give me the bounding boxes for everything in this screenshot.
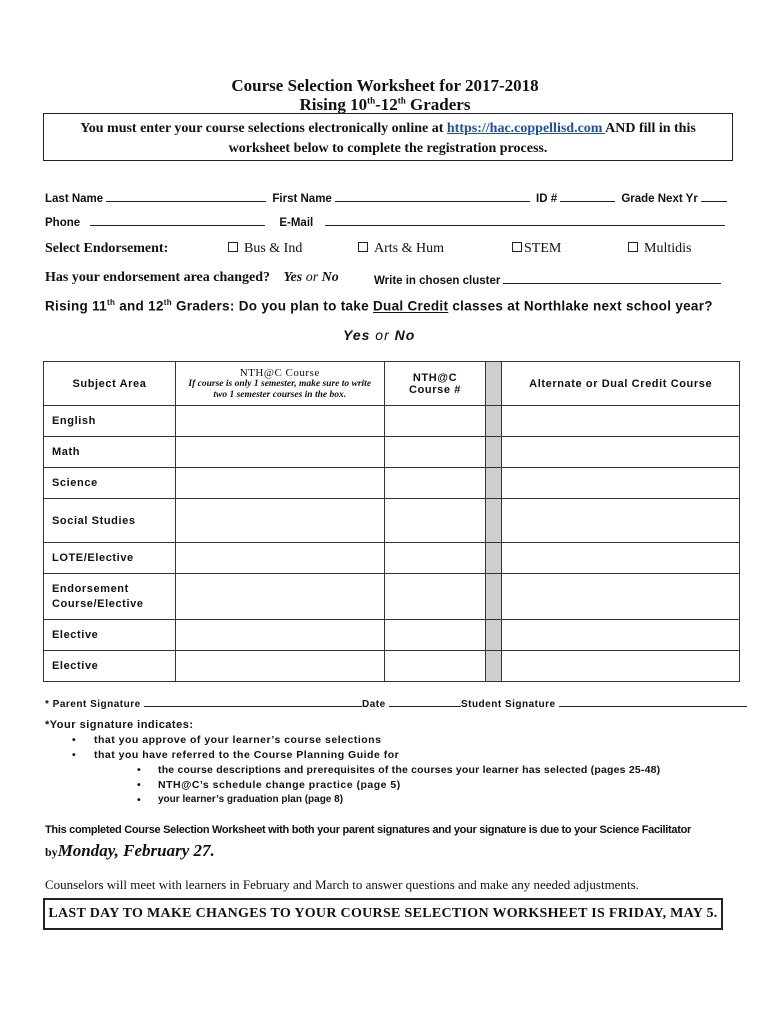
- grade-field[interactable]: [701, 190, 727, 202]
- course-cell[interactable]: [175, 543, 384, 574]
- table-row: [44, 543, 740, 574]
- endorsement-changed-question: Has your endorsement area changed?: [45, 270, 271, 285]
- alternate-cell[interactable]: [502, 543, 740, 574]
- row-label-lote-elective: LOTE/Elective: [44, 543, 176, 574]
- student-signature-label: Student Signature: [460, 699, 556, 710]
- row-label-science: Science: [44, 468, 176, 499]
- header-alternate: Alternate or Dual Credit Course: [502, 362, 740, 406]
- dual-credit-question: Rising 11th and 12th Graders: Do you plan to take Dual Credit classes at Northlake next school year?: [45, 298, 713, 314]
- course-number-cell[interactable]: [384, 499, 486, 543]
- first-name-field[interactable]: [335, 190, 530, 202]
- endorsement-label: Select Endorsement:: [45, 241, 169, 256]
- due-statement: This completed Course Selection Worksheet with both your parent signatures and your signature is due to your Science Facilitator: [45, 824, 691, 836]
- alternate-cell[interactable]: [502, 499, 740, 543]
- last-name-field[interactable]: [106, 190, 266, 202]
- indicates-title: *Your signature indicates:: [45, 719, 194, 731]
- row-label-elective: Elective: [44, 620, 176, 651]
- phone-label: Phone: [45, 217, 81, 229]
- course-cell[interactable]: [175, 437, 384, 468]
- hac-link[interactable]: https://hac.coppellisd.com: [446, 121, 606, 136]
- alternate-cell[interactable]: [502, 574, 740, 620]
- course-table: [43, 361, 740, 682]
- email-field[interactable]: [325, 214, 725, 226]
- course-cell[interactable]: [175, 406, 384, 437]
- write-in-row: Write in chosen cluster: [374, 272, 724, 287]
- id-label: ID #: [536, 193, 558, 205]
- alternate-cell[interactable]: [502, 620, 740, 651]
- yes-option[interactable]: Yes: [283, 270, 303, 285]
- last-day-box: LAST DAY TO MAKE CHANGES TO YOUR COURSE SELECTION WORKSHEET IS FRIDAY, MAY 5.: [43, 898, 723, 930]
- checkbox-icon[interactable]: [628, 242, 638, 252]
- table-row: [44, 574, 740, 620]
- last-name-label: Last Name: [45, 193, 104, 205]
- alternate-cell[interactable]: [502, 406, 740, 437]
- dual-credit-answer: Yes or No: [343, 327, 416, 343]
- row-label-endorsement: Endorsement Course/Elective: [44, 574, 176, 620]
- date-label: Date: [361, 699, 386, 710]
- course-number-cell[interactable]: [384, 468, 486, 499]
- cluster-field[interactable]: [503, 272, 721, 284]
- indicates-item-2: that you have referred to the Course Planning Guide for: [94, 749, 400, 761]
- course-cell[interactable]: [175, 574, 384, 620]
- page-subtitle: Rising 10th-12th Graders: [299, 95, 471, 114]
- course-cell[interactable]: [175, 468, 384, 499]
- checkbox-icon[interactable]: [228, 242, 238, 252]
- first-name-label: First Name: [272, 193, 332, 205]
- id-field[interactable]: [560, 190, 615, 202]
- header-subject-area: Subject Area: [44, 362, 176, 406]
- header-course: NTH@C Course If course is only 1 semester, make sure to write two 1 semester courses in the box.: [175, 362, 384, 406]
- indicates-subitem-3: your learner’s graduation plan (page 8): [158, 794, 344, 805]
- endorsement-changed-row: Has your endorsement area changed? Yes or No: [45, 270, 339, 285]
- course-cell[interactable]: [175, 620, 384, 651]
- bullet-dot-icon: •: [137, 779, 142, 791]
- alternate-cell[interactable]: [502, 651, 740, 682]
- row-label-social-studies: Social Studies: [44, 499, 176, 543]
- course-number-cell[interactable]: [384, 406, 486, 437]
- table-row: [44, 651, 740, 682]
- name-row: [45, 190, 730, 205]
- bullet-dot-icon: •: [72, 734, 77, 746]
- signature-row: [45, 696, 747, 710]
- course-number-cell[interactable]: [384, 620, 486, 651]
- dual-yes-option[interactable]: Yes: [343, 327, 371, 343]
- checkbox-icon[interactable]: [512, 242, 522, 252]
- course-number-cell[interactable]: [384, 651, 486, 682]
- indicates-item-1: that you approve of your learner’s course selections: [94, 734, 382, 746]
- parent-signature-label: * Parent Signature: [45, 699, 141, 710]
- option-stem[interactable]: STEM: [512, 241, 561, 257]
- no-option[interactable]: No: [321, 270, 339, 285]
- due-date-row: byMonday, February 27.: [45, 841, 215, 860]
- alternate-cell[interactable]: [502, 468, 740, 499]
- indicates-subitem-1: the course descriptions and prerequisites of the courses your learner has selected (pages 25-48): [158, 764, 661, 776]
- email-label: E-Mail: [279, 217, 314, 229]
- option-arts-hum[interactable]: Arts & Hum: [358, 241, 444, 257]
- date-field[interactable]: [389, 696, 461, 707]
- checkbox-icon[interactable]: [358, 242, 368, 252]
- counselors-note: Counselors will meet with learners in February and March to answer questions and make any needed adjustments.: [45, 877, 639, 892]
- table-row: [44, 468, 740, 499]
- due-date: Monday, February 27.: [57, 841, 215, 860]
- grade-label: Grade Next Yr: [621, 193, 698, 205]
- phone-row: [45, 214, 728, 229]
- notice-box: You must enter your course selections electronically online at https://hac.coppellisd.com AND fill in this worksheet below to complete the registration process.: [43, 113, 733, 161]
- alternate-cell[interactable]: [502, 437, 740, 468]
- bullet-dot-icon: •: [137, 794, 142, 806]
- course-number-cell[interactable]: [384, 574, 486, 620]
- course-number-cell[interactable]: [384, 437, 486, 468]
- table-row: [44, 406, 740, 437]
- bullet-dot-icon: •: [137, 764, 142, 776]
- course-cell[interactable]: [175, 499, 384, 543]
- student-signature-field[interactable]: [559, 696, 747, 707]
- header-course-number: NTH@C Course #: [384, 362, 486, 406]
- bullet-dot-icon: •: [72, 749, 77, 761]
- table-header-row: [44, 362, 740, 406]
- row-label-english: English: [44, 406, 176, 437]
- option-multidis[interactable]: Multidis: [628, 241, 691, 257]
- table-row: [44, 499, 740, 543]
- table-row: [44, 437, 740, 468]
- option-bus-ind[interactable]: Bus & Ind: [228, 241, 302, 257]
- page-title: Course Selection Worksheet for 2017-2018: [231, 76, 539, 95]
- shaded-separator: [486, 362, 502, 406]
- phone-field[interactable]: [90, 214, 265, 226]
- course-number-cell[interactable]: [384, 543, 486, 574]
- course-cell[interactable]: [175, 651, 384, 682]
- indicates-subitem-2: NTH@C’s schedule change practice (page 5): [158, 779, 401, 791]
- parent-signature-field[interactable]: [144, 696, 362, 707]
- dual-no-option[interactable]: No: [394, 327, 416, 343]
- table-row: [44, 620, 740, 651]
- row-label-math: Math: [44, 437, 176, 468]
- row-label-elective-2: Elective: [44, 651, 176, 682]
